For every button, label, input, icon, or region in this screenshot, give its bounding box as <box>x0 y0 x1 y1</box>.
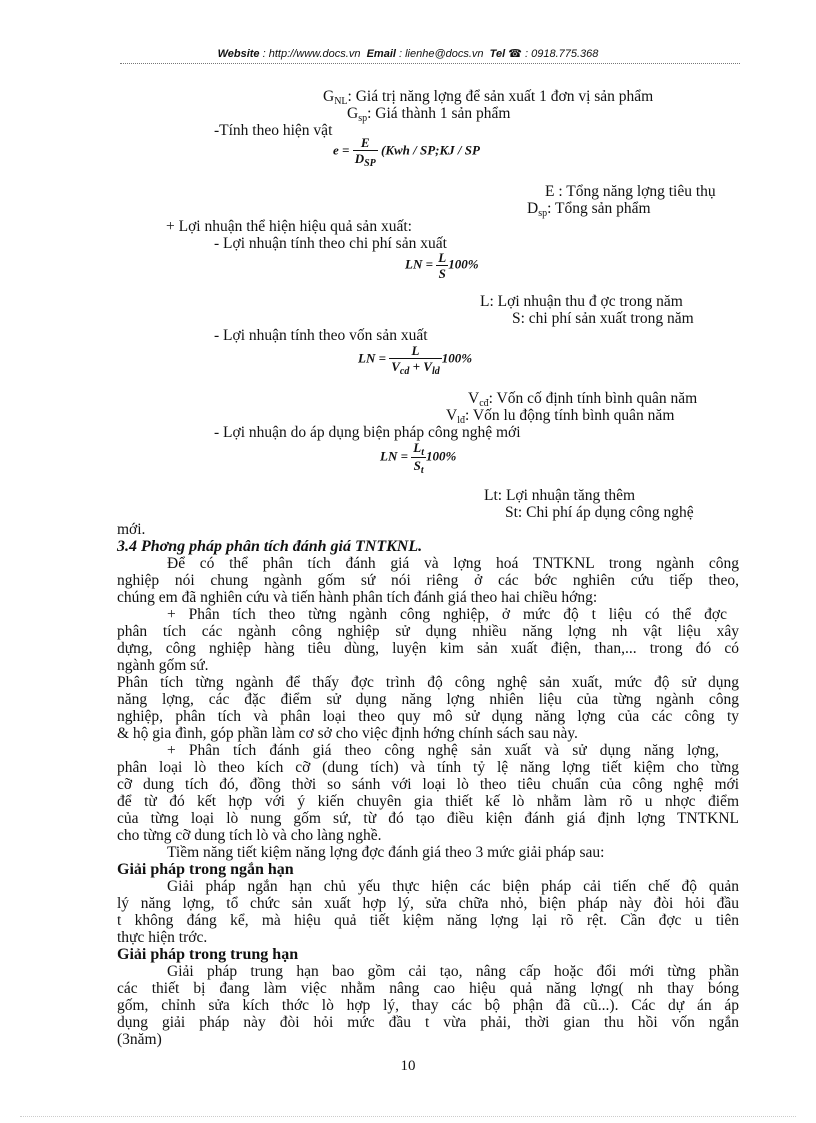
formula-profit-technology: LN = $\frac{L_t}{S_t}$ 100% <box>380 440 457 476</box>
short-term-heading: Giải pháp trong ngắn hạn <box>117 861 294 878</box>
paragraph-line: phân loại lò theo kích cỡ (dung tích) và tính tỷ lệ năng lợng tiết kiệm cho từng <box>117 759 739 776</box>
moi-continuation: mới. <box>117 521 146 538</box>
paragraph-line: Tiềm năng tiết kiệm năng lợng đợc đánh giá theo 3 mức giải pháp sau: <box>167 844 605 861</box>
profit-by-cost: - Lợi nhuận tính theo chi phí sản xuất <box>214 235 447 252</box>
paragraph-line: (3năm) <box>117 1031 162 1048</box>
paragraph-line: cho từng cỡ dung tích lò và cho làng nghề. <box>117 827 382 844</box>
paragraph-line: các thiết bị đang làm việc nhằm nâng cao hiệu quả năng lợng( nh thay bóng <box>117 980 739 997</box>
email-label: Email <box>366 48 396 60</box>
gnl-definition: GNL: Giá trị năng lợng để sản xuất 1 đơn vị sản phẩm <box>323 88 654 107</box>
paragraph-line: thực hiện trớc. <box>117 929 208 946</box>
email-value[interactable]: : lienhe@docs.vn <box>399 48 484 60</box>
section-heading: 3.4 Phơng pháp phân tích đánh giá TNTKNL. <box>117 538 423 555</box>
gsp-definition: Gsp: Giá thành 1 sản phẩm <box>347 105 511 124</box>
paragraph-line: lý năng lợng, tổ chức sản xuất hợp lý, sửa chữa nhỏ, biện pháp này đòi hỏi đầu <box>117 895 739 912</box>
paragraph-line: để từ đó kết hợp với ý kiến chuyên gia thiết kế lò nhằm làm rõ u nhợc điểm <box>117 793 739 810</box>
profit-heading: + Lợi nhuận thể hiện hiệu quả sản xuất: <box>166 218 412 235</box>
paragraph-line: nghiệp nói chung ngành gốm sứ nói riêng ở các bớc nghiên cứu tiếp theo, <box>117 572 739 589</box>
website-value[interactable]: : http://www.docs.vn <box>262 48 361 60</box>
paragraph-line: Giải pháp ngắn hạn chủ yếu thực hiện các biện pháp cải tiến chế độ quản <box>167 878 739 895</box>
page-header <box>0 47 816 60</box>
paragraph-line: phân tích các ngành công nghiệp sử dụng nhiều năng lợng nh vật liệu xây <box>117 623 739 640</box>
paragraph-line: Phân tích từng ngành để thấy đợc trình độ công nghệ sản xuất, mức độ sử dụng <box>117 674 739 691</box>
paragraph-line: t không đáng kể, mà hiệu quả tiết kiệm năng lợng lại rõ rệt. Cần đợc u tiên <box>117 912 739 929</box>
paragraph-line: Giải pháp trung hạn bao gồm cải tạo, nâng cấp hoặc đổi mới từng phần <box>167 963 739 980</box>
paragraph-line: Để có thể phân tích đánh giá và lợng hoá TNTKNL trong ngành công <box>167 555 739 572</box>
paragraph-line: của từng loại lò nung gốm sứ, từ đó tạo điều kiện đánh giá định lợng TNTKNL <box>117 810 739 827</box>
paragraph-line: + Phân tích đánh giá theo công nghệ sản xuất và sử dụng năng lợng, <box>167 742 719 759</box>
vcd-definition: Vcđ: Vốn cố định tính bình quân năm <box>468 390 698 409</box>
st-definition: St: Chi phí áp dụng công nghệ <box>505 504 694 521</box>
lt-definition: Lt: Lợi nhuận tăng thêm <box>484 487 636 504</box>
header-divider <box>120 63 740 64</box>
paragraph-line: + Phân tích theo từng ngành công nghiệp, ở mức độ t liệu có thể đợc <box>167 606 727 623</box>
paragraph-line: dụng giải pháp này đòi hỏi mức đầu t vừa phải, thời gian thu hồi vốn ngắn <box>117 1014 739 1031</box>
by-physical-unit: -Tính theo hiện vật <box>214 122 333 139</box>
page-number: 10 <box>400 1058 416 1074</box>
tel-value: : 0918.775.368 <box>525 48 599 60</box>
website-label: Website <box>217 48 260 60</box>
paragraph-line: & hộ gia đình, góp phần làm cơ sở cho việc định hớng chính sách sau này. <box>117 725 578 742</box>
paragraph-line: gốm, chỉnh sửa kích thớc lò hợp lý, thay các bộ phận đã cũ...). Các dự án áp <box>117 997 739 1014</box>
medium-term-heading: Giải pháp trong trung hạn <box>117 946 299 963</box>
paragraph-line: chúng em đã nghiên cứu và tiến hành phân tích đánh giá theo hai chiều hớng: <box>117 589 598 606</box>
paragraph-line: năng lợng, các đặc điểm sử dụng năng lợng nhiên liệu của từng ngành công <box>117 691 739 708</box>
l-definition: L: Lợi nhuận thu đ ợc trong năm <box>480 293 683 310</box>
e-definition: E : Tổng năng lợng tiêu thụ <box>545 183 716 200</box>
formula-profit-cost: LN = $\frac{L}{S}$ 100% <box>405 250 479 281</box>
formula-energy-intensity: e = $\frac{E}{D_{SP}}$ (Kwh / SP;KJ / SP <box>333 135 480 169</box>
paragraph-line: cỡ dung tích đó, đồng thời so sánh với loại lò theo tiêu chuẩn của công nghệ mới <box>117 776 739 793</box>
formula-profit-capital: LN = $\frac{L}{V_{cd} + V_{ld}}$ 100% <box>358 343 473 377</box>
paragraph-line: dựng, công nghiệp hàng tiêu dùng, luyện kim sản xuất điện, than,... trong đó có <box>117 640 739 657</box>
footer-divider <box>20 1116 796 1117</box>
phone-icon: ☎ <box>508 48 522 60</box>
vld-definition: Vlđ: Vốn lu động tính bình quân năm <box>446 407 675 426</box>
tel-label: Tel <box>489 48 506 60</box>
dsp-definition: Dsp: Tổng sản phẩm <box>527 200 651 219</box>
paragraph-line: nghiệp, phân tích và phân loại theo quy mô sử dụng năng lợng của các công ty <box>117 708 739 725</box>
paragraph-line: ngành gốm sứ. <box>117 657 209 674</box>
profit-by-capital: - Lợi nhuận tính theo vốn sản xuất <box>214 327 428 344</box>
profit-by-technology: - Lợi nhuận do áp dụng biện pháp công nghệ mới <box>214 424 521 441</box>
s-definition: S: chi phí sản xuất trong năm <box>512 310 694 327</box>
